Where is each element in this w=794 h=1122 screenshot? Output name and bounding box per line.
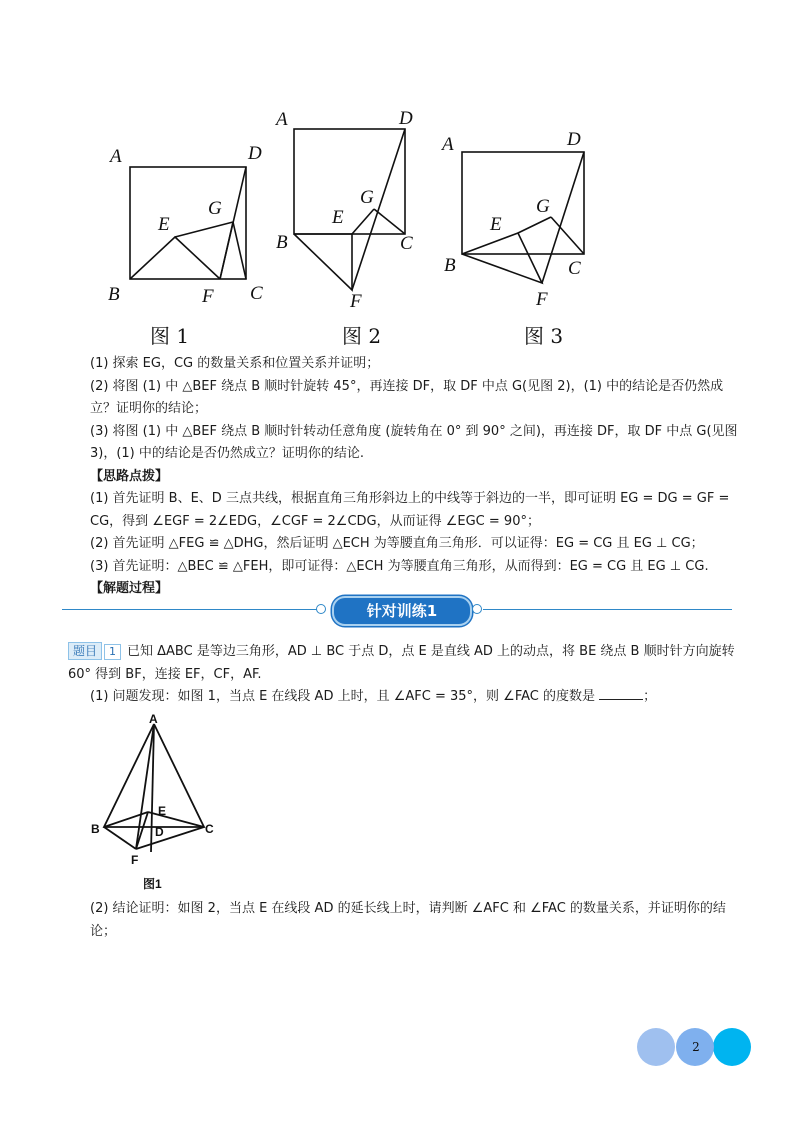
practice-fig-caption: 图1 bbox=[143, 877, 162, 891]
fig1-label-D: D bbox=[248, 143, 262, 164]
fig1-label-B: B bbox=[108, 284, 120, 305]
practice-fig-label-B: B bbox=[91, 822, 100, 836]
question-number: 1 bbox=[104, 644, 121, 660]
practice-fig-label-F: F bbox=[131, 853, 139, 867]
figure-1 bbox=[100, 130, 280, 310]
fig2-label-D: D bbox=[399, 108, 413, 129]
top-figures bbox=[0, 0, 794, 350]
fig2-label-B: B bbox=[276, 232, 288, 253]
fig2-label-C: C bbox=[400, 233, 413, 254]
figure-2 bbox=[270, 105, 440, 315]
fig3-label-C: C bbox=[568, 258, 581, 279]
practice-fig-label-E: E bbox=[158, 804, 167, 818]
practice-part-1: (1) 问题发现：如图 1，当点 E 在线段 AD 上时，且 ∠AFC = 35°，则 ∠FAC 的度数是 bbox=[90, 689, 595, 704]
practice-block bbox=[68, 641, 740, 709]
fig1-label-F: F bbox=[202, 286, 214, 307]
figure-2-caption: 图 2 bbox=[342, 324, 382, 348]
figure-1-caption: 图 1 bbox=[150, 324, 190, 348]
fig2-label-F: F bbox=[350, 291, 362, 312]
hint-2: (2) 首先证明 △FEG ≌ △DHG，然后证明 △ECH 为等腰直角三角形．可以证得：EG = CG 且 EG ⊥ CG； bbox=[90, 536, 704, 551]
pager-circle-right bbox=[713, 1028, 751, 1066]
section-dot-left bbox=[316, 604, 326, 614]
question-block bbox=[90, 353, 740, 601]
hint-3: (3) 首先证明：△BEC ≌ △FEH，即可证得：△ECH 为等腰直角三角形，从而得到：EG = CG 且 EG ⊥ CG. bbox=[90, 558, 709, 574]
page-number: 2 bbox=[692, 1040, 700, 1054]
answer-blank[interactable] bbox=[599, 687, 643, 700]
practice-stem: 已知 ΔABC 是等边三角形，AD ⊥ BC 于点 D，点 E 是直线 AD 上的动点，将 BE 绕点 B 顺时针方向旋转 60° 得到 BF，连接 EF，CF，AF. bbox=[68, 644, 735, 682]
practice-part-2: (2) 结论证明：如图 2，当点 E 在线段 AD 的延长线上时，请判断 ∠AFC 和 ∠FAC 的数量关系，并证明你的结论； bbox=[90, 901, 726, 939]
pager-circle-left bbox=[637, 1028, 675, 1066]
section-line-left bbox=[62, 609, 318, 610]
question-1: (1) 探索 EG，CG 的数量关系和位置关系并证明； bbox=[90, 356, 380, 371]
hint-title: 【思路点拨】 bbox=[90, 468, 169, 484]
fig3-label-D: D bbox=[567, 129, 581, 150]
section-dot-right bbox=[472, 604, 482, 614]
fig3-label-B: B bbox=[444, 255, 456, 276]
fig3-label-G: G bbox=[536, 196, 550, 217]
fig1-label-E: E bbox=[158, 214, 170, 235]
practice-block-2 bbox=[90, 898, 740, 943]
figure-3-caption: 图 3 bbox=[524, 324, 564, 348]
fig1-label-A: A bbox=[110, 146, 122, 167]
question-3: (3) 将图 (1) 中 △BEF 绕点 B 顺时针转动任意角度 (旋转角在 0° 到 90° 之间)，再连接 DF，取 DF 中点 G(见图 3)，(1) 中的结论是否仍然成立？证明你的结论. bbox=[90, 423, 738, 461]
fig3-label-A: A bbox=[442, 134, 454, 155]
practice-fig-label-C: C bbox=[205, 822, 214, 836]
section-line-right bbox=[483, 609, 732, 610]
section-title: 针对训练1 bbox=[332, 596, 472, 626]
practice-figure bbox=[88, 712, 218, 897]
fig1-label-G: G bbox=[208, 198, 222, 219]
figure-3 bbox=[438, 125, 618, 315]
solution-title: 【解题过程】 bbox=[90, 581, 169, 596]
hint-1: (1) 首先证明 B、E、D 三点共线，根据直角三角形斜边上的中线等于斜边的一半，即可证明 EG = DG = GF = CG，得到 ∠EGF = 2∠EDG，∠CGF = 2∠CDG，从而证得 ∠EGC = 90°； bbox=[90, 491, 730, 529]
fig1-label-C: C bbox=[250, 283, 263, 304]
practice-fig-label-A: A bbox=[149, 712, 158, 726]
practice-fig-label-D: D bbox=[155, 825, 164, 839]
section-header bbox=[62, 596, 732, 624]
question-tag: 题目 bbox=[68, 642, 102, 660]
fig3-label-F: F bbox=[536, 289, 548, 310]
fig2-label-E: E bbox=[332, 207, 344, 228]
question-2: (2) 将图 (1) 中 △BEF 绕点 B 顺时针旋转 45°，再连接 DF，取 DF 中点 G(见图 2)，(1) 中的结论是否仍然成立？证明你的结论； bbox=[90, 378, 724, 416]
practice-part-1-end: ； bbox=[643, 689, 657, 704]
fig2-label-A: A bbox=[276, 109, 288, 130]
fig2-label-G: G bbox=[360, 187, 374, 208]
fig3-label-E: E bbox=[490, 214, 502, 235]
